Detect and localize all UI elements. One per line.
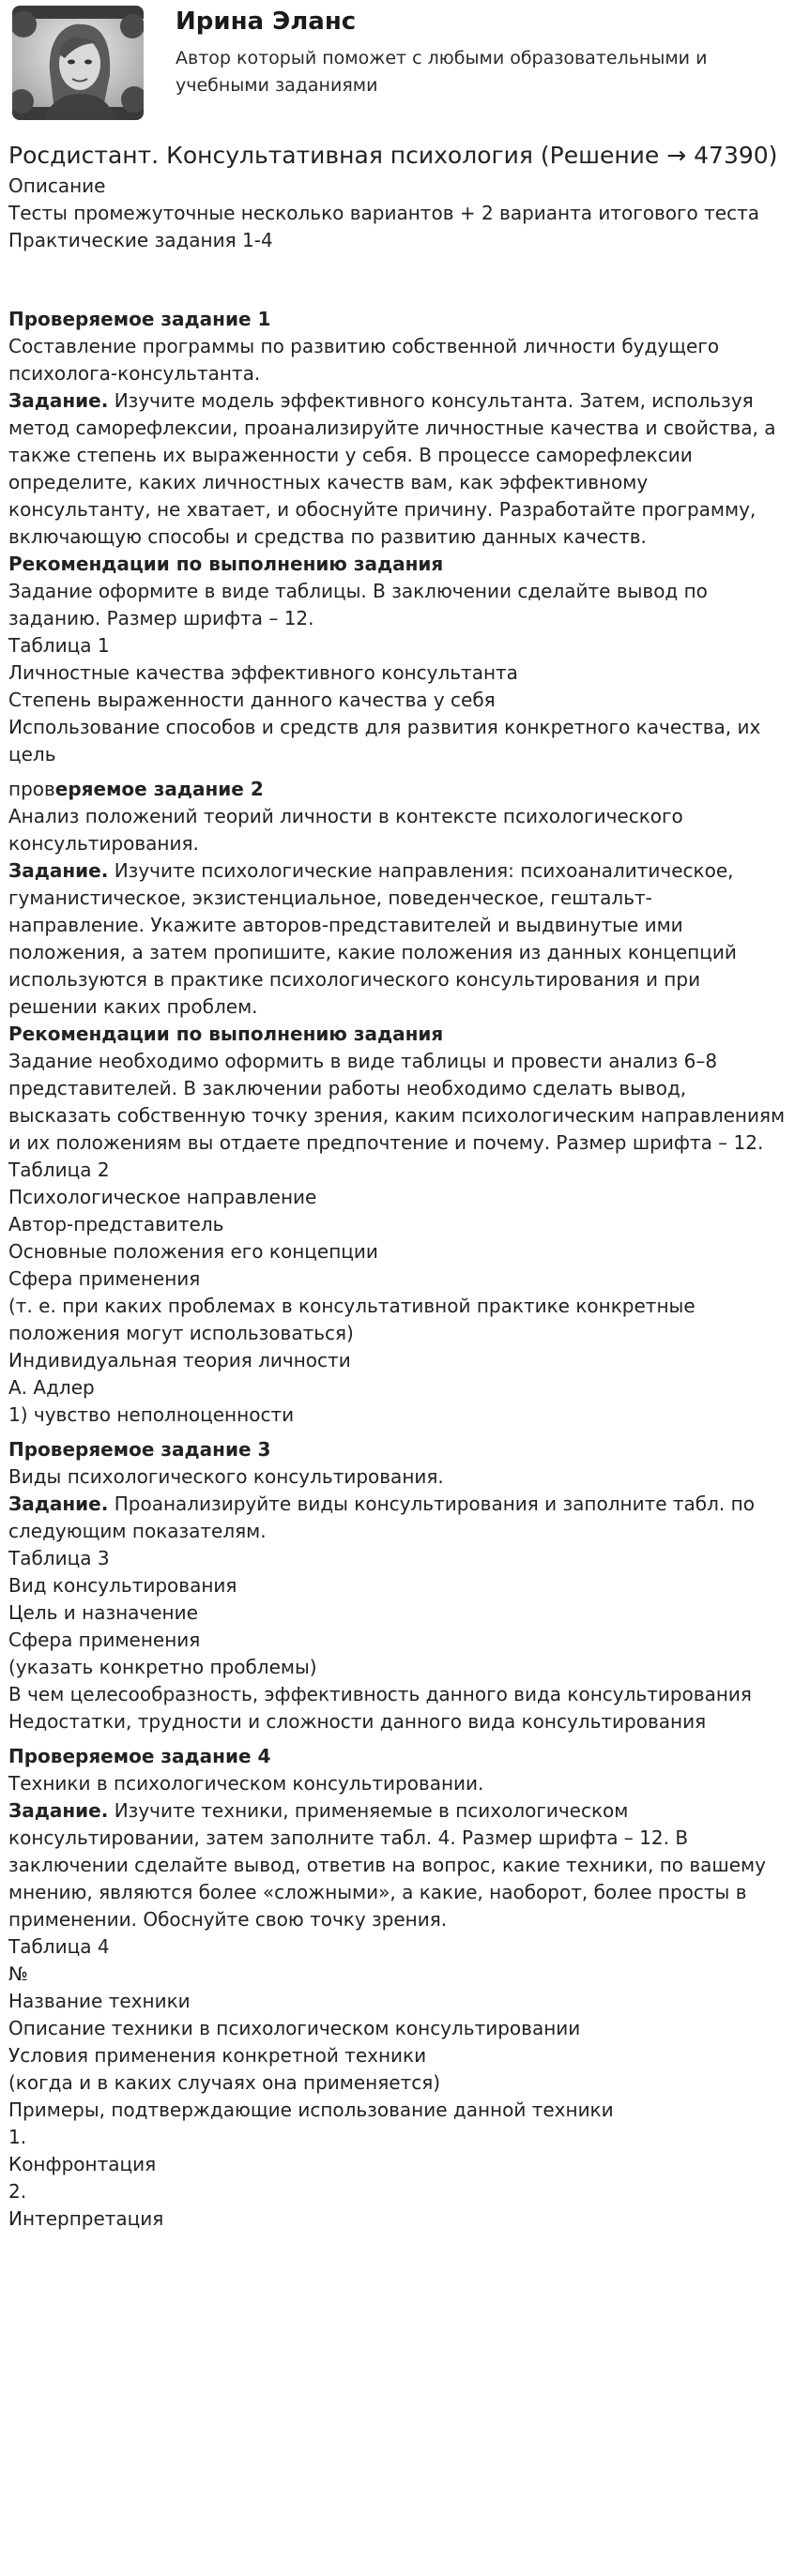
task-3-col: Вид консультирования	[8, 1574, 237, 1597]
task-2-col: (т. е. при каких проблемах в консультативной практике конкретные положения могут использоваться)	[8, 1295, 696, 1344]
task-1-table-label: Таблица 1	[8, 634, 110, 657]
task-2-col: Основные положения его концепции	[8, 1240, 378, 1263]
task-1-label: Задание.	[8, 389, 109, 412]
task-4-table-label: Таблица 4	[8, 1935, 110, 1958]
task-4-col: Условия применения конкретной техники	[8, 2044, 427, 2067]
task-2-col: Психологическое направление	[8, 1186, 317, 1208]
task-1-col: Степень выраженности данного качества у себя	[8, 689, 496, 711]
document-title: Росдистант. Консультативная психология (Решение → 47390)	[8, 142, 778, 169]
task-3-heading: Проверяемое задание 3	[8, 1438, 271, 1461]
task-4-label: Задание.	[8, 1799, 109, 1822]
task-4-col: 1.	[8, 2126, 27, 2148]
task-2-rec-heading: Рекомендации по выполнению задания	[8, 1023, 444, 1045]
task-3-table-label: Таблица 3	[8, 1547, 110, 1569]
task-2-rec-text: Задание необходимо оформить в виде таблицы и провести анализ 6–8 представителей. В заключении работы необходимо сделать вывод, высказать собственную точку зрения, каким психологическим направлениям и их положениям вы отдаете предпочтение и почему. Размер шрифта – 12.	[8, 1050, 786, 1154]
task-2-body: Изучите психологические направления: психоаналитическое, гуманистическое, экзистенциальное, поведенческое, гештальт-направление. Укажите авторов-представителей и выдвинутые ими положения, а затем пропишите, какие положения из данных концепций используются в практике психологического консультирования и при решении каких проблем.	[8, 859, 737, 1018]
task-3-body: Проанализируйте виды консультирования и заполните табл. по следующим показателям.	[8, 1493, 755, 1542]
task-4-col: Интерпретация	[8, 2207, 164, 2230]
tests-line: Тесты промежуточные несколько вариантов + 2 варианта итогового теста	[8, 202, 759, 224]
task-1-col: Личностные качества эффективного консультанта	[8, 661, 518, 684]
task-1-col: Использование способов и средств для развития конкретного качества, их цель	[8, 716, 761, 765]
task-3-col: (указать конкретно проблемы)	[8, 1656, 317, 1678]
task-4-text	[8, 1797, 787, 1933]
task-2-col: Индивидуальная теория личности	[8, 1349, 351, 1371]
task-1-rec-heading: Рекомендации по выполнению задания	[8, 553, 444, 575]
task-1-body: Изучите модель эффективного консультанта. Затем, используя метод саморефлексии, проанализируйте личностные качества и свойства, а также степень их выраженности у себя. В процессе саморефлексии определите, каких личностных качеств вам, как эффективному консультанту, не хватает, и обоснуйте причину. Разработайте программу, включающую способы и средства по развитию данных качеств.	[8, 389, 776, 548]
task-1-heading: Проверяемое задание 1	[8, 308, 271, 330]
task-1-section	[8, 306, 787, 768]
task-1-text	[8, 387, 787, 551]
task-2-table-label: Таблица 2	[8, 1159, 110, 1181]
task-3-text	[8, 1491, 787, 1545]
document-description	[8, 173, 787, 254]
task-4-col: (когда и в каких случаях она применяется)	[8, 2071, 441, 2094]
task-2-col: 1) чувство неполноценности	[8, 1403, 295, 1426]
avatar-photo-icon	[12, 6, 144, 120]
task-2-topic: Анализ положений теорий личности в контексте психологического консультирования.	[8, 805, 683, 855]
task-2-heading-prefix: пров	[8, 778, 55, 800]
author-name[interactable]: Ирина Эланс	[176, 8, 357, 36]
task-2-section	[8, 776, 787, 1429]
task-2-col: Автор-представитель	[8, 1213, 224, 1235]
task-4-col: Конфронтация	[8, 2153, 157, 2175]
task-2-text	[8, 857, 787, 1021]
task-4-topic: Техники в психологическом консультировании.	[8, 1772, 484, 1795]
task-1-rec-text: Задание оформите в виде таблицы. В заключении сделайте вывод по заданию. Размер шрифта – 12.	[8, 580, 708, 629]
task-2-heading	[8, 776, 787, 803]
task-3-col: Сфера применения	[8, 1629, 201, 1651]
task-4-col: №	[8, 1962, 28, 1985]
task-4-body: Изучите техники, применяемые в психологическом консультировании, затем заполните табл. 4. Размер шрифта – 12. В заключении сделайте вывод, ответив на вопрос, какие техники, по вашему мнению, являются более «сложными», а какие, наоборот, более просты в применении. Обоснуйте свою точку зрения.	[8, 1799, 766, 1931]
task-3-label: Задание.	[8, 1493, 109, 1515]
task-2-col: А. Адлер	[8, 1376, 95, 1399]
author-card	[8, 0, 787, 141]
task-4-col: 2.	[8, 2180, 27, 2203]
task-3-col: Недостатки, трудности и сложности данного вида консультирования	[8, 1710, 707, 1733]
task-4-heading: Проверяемое задание 4	[8, 1745, 271, 1767]
task-2-heading-rest: еряемое задание 2	[54, 778, 264, 800]
author-avatar[interactable]	[12, 6, 144, 120]
description-label: Описание	[8, 174, 106, 197]
task-4-section	[8, 1743, 787, 2233]
author-description: Автор который поможет с любыми образовательными и учебными заданиями	[176, 48, 708, 96]
task-3-col: Цель и назначение	[8, 1601, 198, 1624]
practical-line: Практические задания 1-4	[8, 229, 273, 251]
task-1-topic: Составление программы по развитию собственной личности будущего психолога-консультанта.	[8, 335, 720, 385]
task-3-section	[8, 1436, 787, 1735]
task-2-label: Задание.	[8, 859, 109, 882]
task-3-col: В чем целесообразность, эффективность данного вида консультирования	[8, 1683, 752, 1705]
task-4-col: Примеры, подтверждающие использование данной техники	[8, 2099, 614, 2121]
task-3-topic: Виды психологического консультирования.	[8, 1465, 444, 1488]
task-2-col: Сфера применения	[8, 1267, 201, 1290]
task-4-col: Описание техники в психологическом консультировании	[8, 2017, 581, 2039]
task-4-col: Название техники	[8, 1990, 191, 2012]
